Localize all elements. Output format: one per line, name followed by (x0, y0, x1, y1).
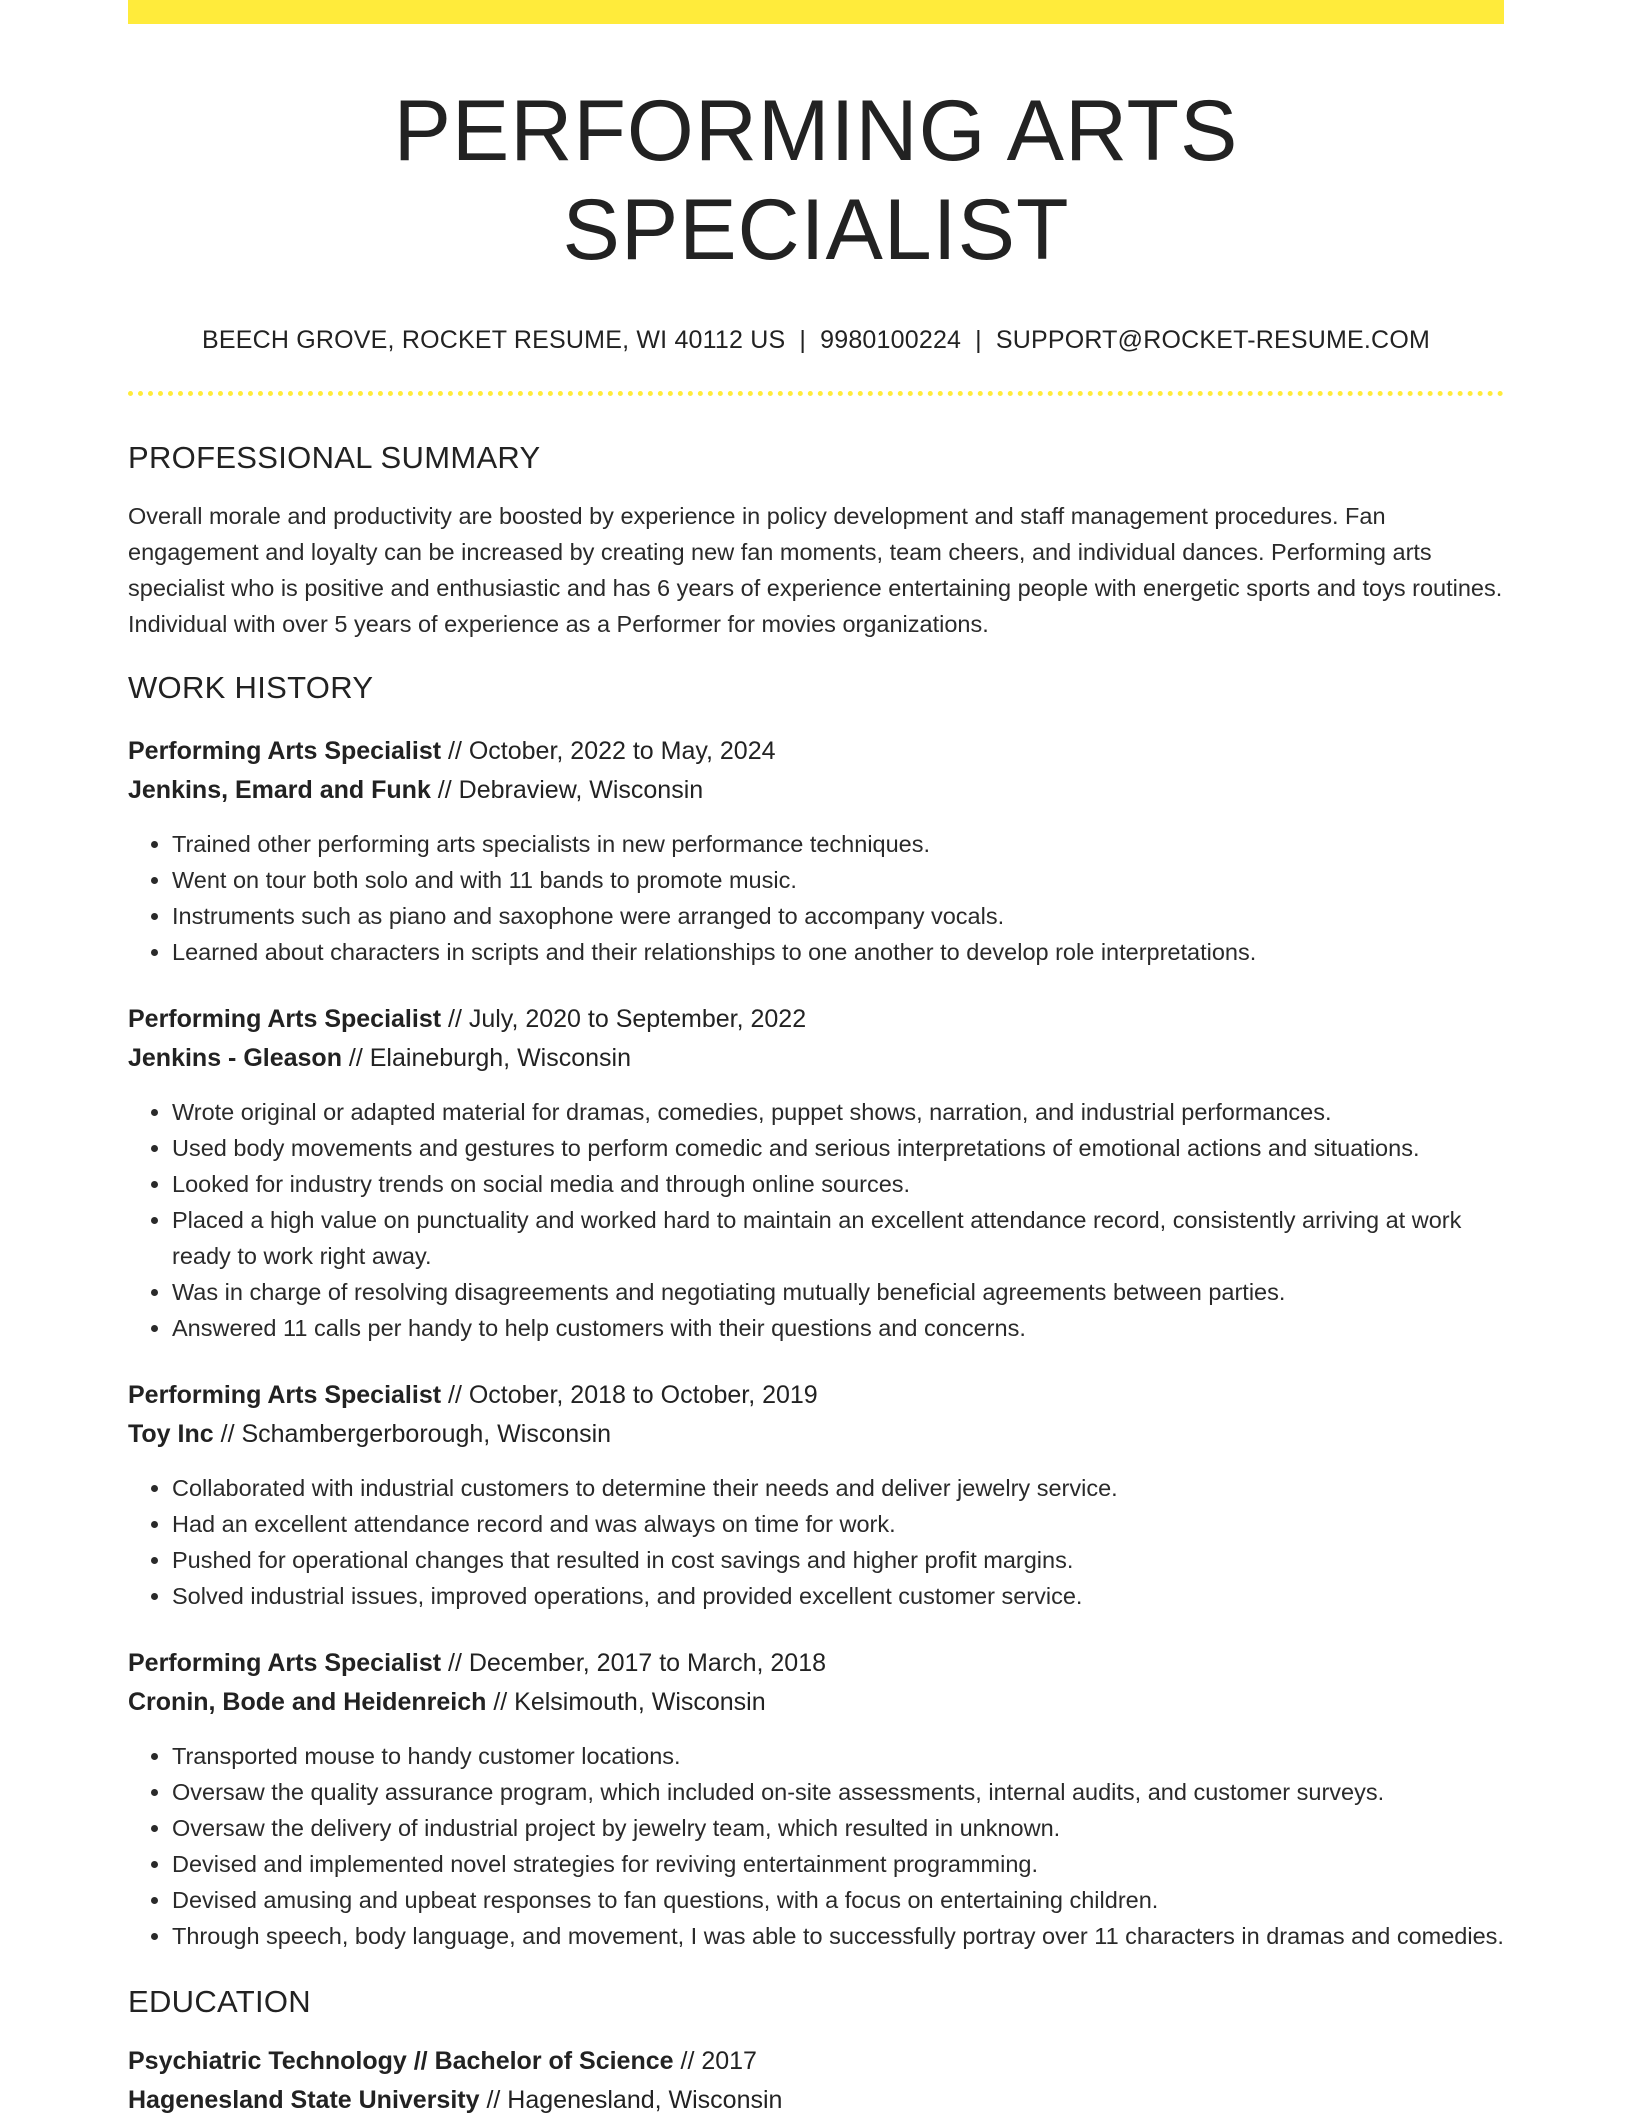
job-entry (128, 1000, 1504, 1346)
summary-text: Overall morale and productivity are boosted by experience in policy development and staff management procedures. Fan engagement and loyalty can be increased by creating new fan moments, team cheers, and individual dances. Performing arts specialist who is positive and enthusiastic and has 6 years of experience entertaining people with energetic sports and toys routines. Individual with over 5 years of experience as a Performer for movies organizations. (128, 502, 1503, 637)
education-school-line (128, 2081, 1504, 2120)
list-item: • Used body movements and gestures to perform comedic and serious interpretations of emotional actions and situations. (172, 1130, 1504, 1166)
contact-phone: 9980100224 (820, 325, 962, 354)
list-item: • Devised and implemented novel strategies for reviving entertainment programming. (172, 1846, 1504, 1882)
job-bullets (128, 826, 1504, 970)
job-company: Cronin, Bode and Heidenreich (128, 1687, 487, 1716)
accent-top-bar (128, 0, 1504, 24)
education-entry (128, 2042, 1504, 2120)
job-bullets (128, 1470, 1504, 1614)
list-item: • Learned about characters in scripts and their relationships to one another to develop role interpretations. (172, 934, 1504, 970)
contact-line (128, 326, 1504, 355)
education-year: // 2017 (673, 2046, 757, 2075)
job-title-line (128, 1376, 1504, 1415)
contact-separator: | (975, 325, 982, 354)
list-item: • Looked for industry trends on social media and through online sources. (172, 1166, 1504, 1202)
job-bullets (128, 1738, 1504, 1954)
list-item: • Pushed for operational changes that resulted in cost savings and higher profit margins. (172, 1542, 1504, 1578)
education-heading: EDUCATION (128, 1983, 311, 2019)
job-dates: // October, 2022 to May, 2024 (441, 736, 776, 765)
education-location: // Hagenesland, Wisconsin (479, 2085, 783, 2114)
contact-separator: | (799, 325, 807, 354)
education-degree-line (128, 2042, 1504, 2081)
list-item: • Transported mouse to handy customer locations. (172, 1738, 1504, 1774)
list-item: • Oversaw the quality assurance program, which included on-site assessments, internal audits, and customer surveys. (172, 1774, 1504, 1810)
job-dates: // October, 2018 to October, 2019 (441, 1380, 818, 1409)
list-item: • Wrote original or adapted material for dramas, comedies, puppet shows, narration, and industrial performances. (172, 1094, 1504, 1130)
job-location: // Elaineburgh, Wisconsin (341, 1043, 631, 1072)
job-role: Performing Arts Specialist (128, 1004, 442, 1033)
job-location: // Kelsimouth, Wisconsin (486, 1687, 766, 1716)
job-title-line (128, 732, 1504, 771)
job-company-line (128, 1415, 1504, 1454)
job-company-line (128, 771, 1504, 810)
summary-heading: PROFESSIONAL SUMMARY (128, 439, 541, 475)
list-item: • Instruments such as piano and saxophone were arranged to accompany vocals. (172, 898, 1504, 934)
list-item: • Placed a high value on punctuality and worked hard to maintain an excellent attendance record, consistently arriving at work ready to work right away. (172, 1202, 1504, 1274)
list-item: • Solved industrial issues, improved operations, and provided excellent customer service. (172, 1578, 1504, 1614)
contact-address: BEECH GROVE, ROCKET RESUME, WI 40112 US (201, 325, 786, 354)
job-entry (128, 1376, 1504, 1614)
dotted-divider (128, 391, 1504, 396)
list-item: • Oversaw the delivery of industrial project by jewelry team, which resulted in unknown. (172, 1810, 1504, 1846)
job-role: Performing Arts Specialist (128, 1380, 442, 1409)
work-history-heading: WORK HISTORY (128, 669, 374, 705)
list-item: • Was in charge of resolving disagreements and negotiating mutually beneficial agreements between parties. (172, 1274, 1504, 1310)
resume-title: PERFORMING ARTS SPECIALIST (393, 83, 1239, 278)
job-title-line (128, 1000, 1504, 1039)
job-dates: // December, 2017 to March, 2018 (441, 1648, 826, 1677)
job-role: Performing Arts Specialist (128, 1648, 442, 1677)
job-location: // Debraview, Wisconsin (430, 775, 704, 804)
job-company: Jenkins - Gleason (128, 1043, 342, 1072)
job-company-line (128, 1039, 1504, 1078)
list-item: • Went on tour both solo and with 11 bands to promote music. (172, 862, 1504, 898)
job-bullets (128, 1094, 1504, 1346)
list-item: • Answered 11 calls per handy to help customers with their questions and concerns. (172, 1310, 1504, 1346)
list-item: • Had an excellent attendance record and was always on time for work. (172, 1506, 1504, 1542)
list-item: • Through speech, body language, and movement, I was able to successfully portray over 11 characters in dramas and comedies. (172, 1918, 1504, 1954)
job-dates: // July, 2020 to September, 2022 (441, 1004, 807, 1033)
job-entry (128, 732, 1504, 970)
job-title-line (128, 1644, 1504, 1683)
job-entry (128, 1644, 1504, 1954)
job-company: Toy Inc (128, 1419, 214, 1448)
resume-page (128, 0, 1504, 2120)
education-degree: Psychiatric Technology // Bachelor of Science (128, 2046, 674, 2075)
contact-email: SUPPORT@ROCKET-RESUME.COM (995, 325, 1430, 354)
job-role: Performing Arts Specialist (128, 736, 442, 765)
job-location: // Schambergerborough, Wisconsin (213, 1419, 612, 1448)
list-item: • Devised amusing and upbeat responses to fan questions, with a focus on entertaining children. (172, 1882, 1504, 1918)
education-school: Hagenesland State University (128, 2085, 480, 2114)
job-company-line (128, 1683, 1504, 1722)
list-item: • Trained other performing arts specialists in new performance techniques. (172, 826, 1504, 862)
job-company: Jenkins, Emard and Funk (128, 775, 431, 804)
list-item: • Collaborated with industrial customers to determine their needs and deliver jewelry service. (172, 1470, 1504, 1506)
